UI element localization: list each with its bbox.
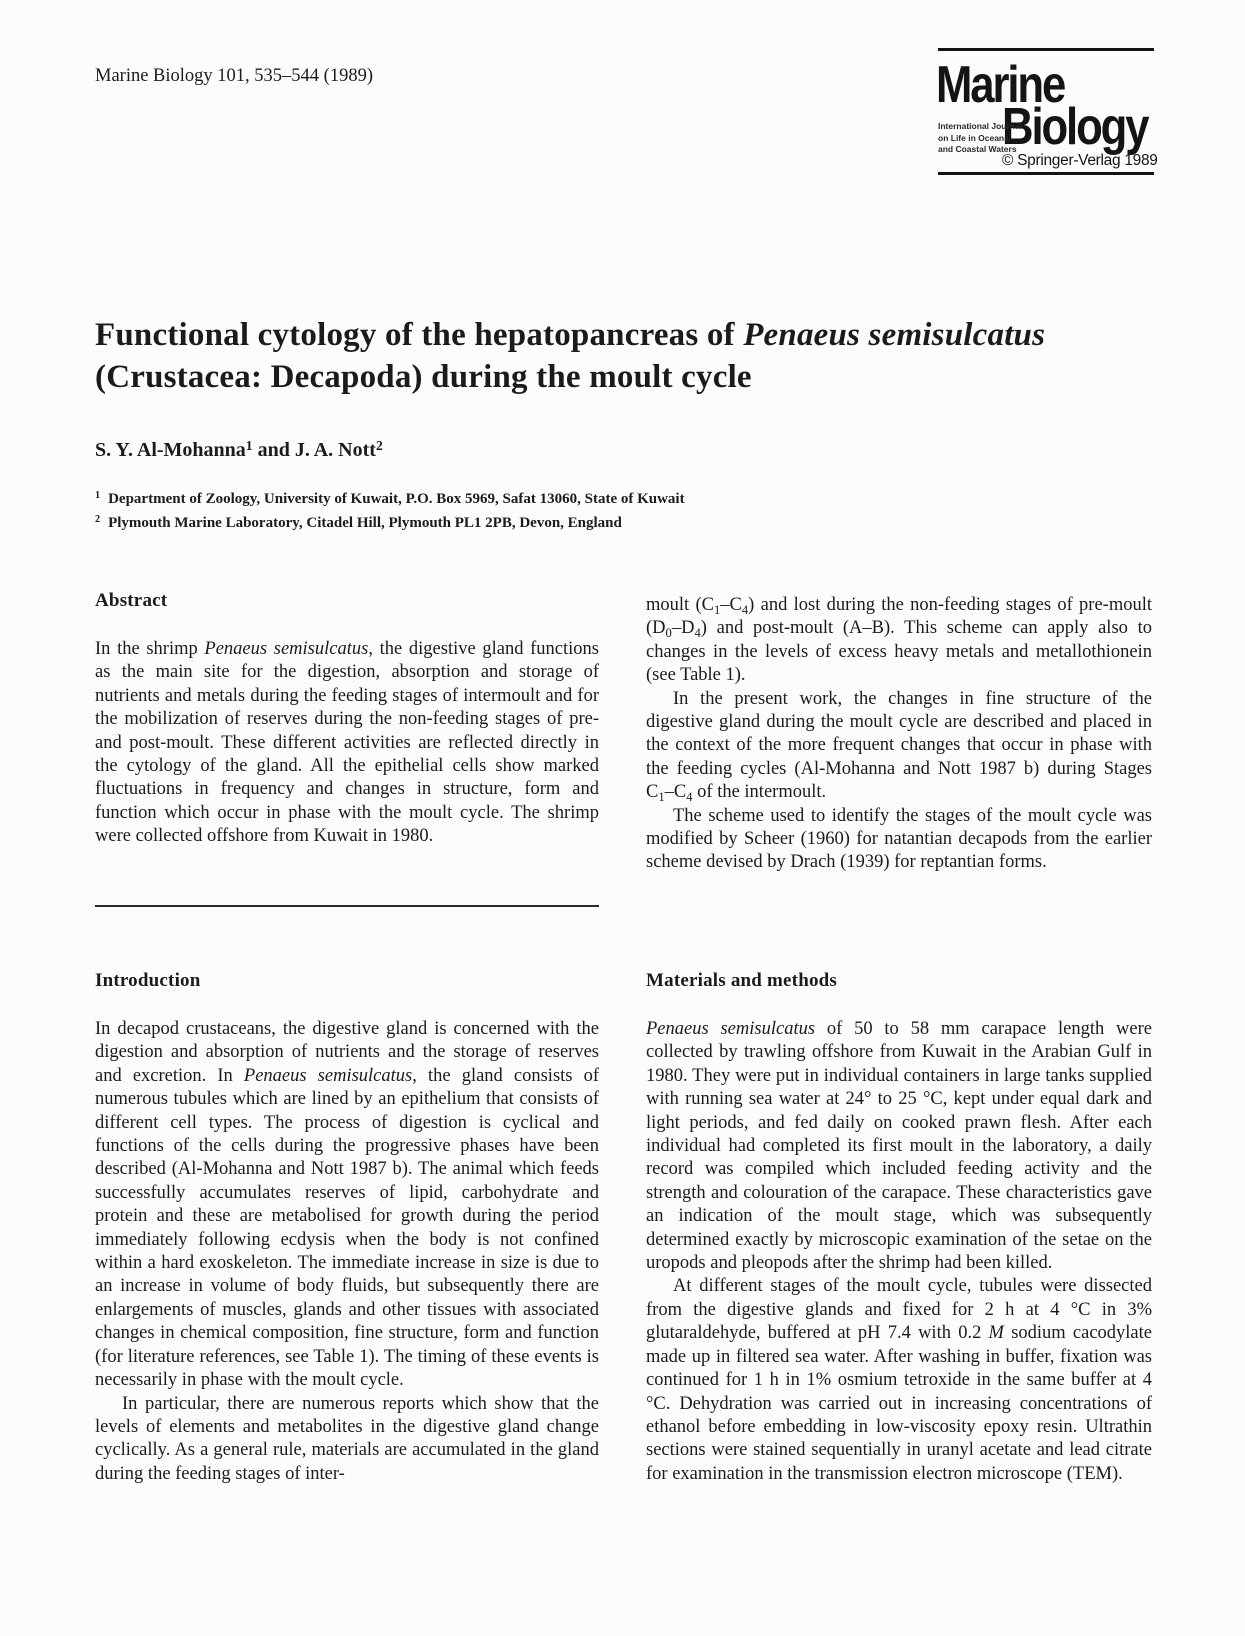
abstract-section	[95, 590, 599, 849]
logo-copyright: © Springer-Verlag 1989	[1002, 152, 1158, 169]
introduction-section	[95, 970, 599, 1486]
logo-tagline	[938, 121, 1022, 156]
affiliation-1: $^1$ Department of Zoology, University of Kuwait, P.O. Box 5969, Safat 13060, State of Kuwait	[95, 490, 685, 507]
logo-marine-wordmark: Marine	[936, 56, 1065, 114]
logo-tagline-line-2: on Life in Oceans	[938, 132, 1009, 143]
methods-paragraph-1: Penaeus semisulcatus of 50 to 58 mm carapace length were collected by trawling offshore from Kuwait in the Arabian Gulf in 1980. They were put in individual containers in large tanks supplied with running sea water at 24° to 25 °C, kept under equal dark and light periods, and fed daily on cooked prawn flesh. After each individual had completed its first moult in the laboratory, a daily record was compiled which included feeding activity and the strength and colouration of the carapace. These characteristics gave an indication of the moult stage, which was subsequently determined exactly by microscopic examination of the setae on the uropods and pleopods after the shrimp had been killed.	[646, 1019, 1152, 1274]
logo-rule-top	[938, 48, 1154, 51]
abstract-continued-paragraph-2: In the present work, the changes in fine structure of the digestive gland during the moult cycle are described and placed in the context of the more frequent changes that occur in phase with the feeding cycles (Al-Mohanna and Nott 1987 b) during Stages $C_1-C_4$ of the intermoult.	[646, 688, 1152, 804]
authors-line: S. Y. Al-Mohanna$^1$ and J. A. Nott$^2$	[95, 437, 383, 461]
methods-section	[646, 970, 1152, 1486]
abstract-continued-column	[646, 590, 1152, 875]
introduction-paragraph-2: In particular, there are numerous reports which show that the levels of elements and metabolites in the digestive gland change cyclically. As a general rule, materials are accumulated in the gland during the feeding stages of inter-	[95, 1393, 599, 1484]
logo-biology-wordmark: Biology	[1002, 98, 1148, 156]
paper-title: Functional cytology of the hepatopancreas of Penaeus semisulcatus (Crustacea: Decapoda) during the moult cycle	[95, 317, 1046, 395]
logo-tagline-line-1: International Journal	[938, 121, 1023, 131]
introduction-paragraph-1: In decapod crustaceans, the digestive gland is concerned with the digestion and absorption of nutrients and the storage of reserves and excretion. In Penaeus semisulcatus, the gland consists of numerous tubules which are lined by an epithelium that consists of different cell types. The process of digestion is cyclical and functions of the cells during the progressive phases have been described (Al-Mohanna and Nott 1987 b). The animal which feeds successfully accumulates reserves of lipid, carbohydrate and protein and these are metabolised for growth during the period immediately following ecdysis when the body is not confined within a hard exoskeleton. The immediate increase in size is due to an increase in volume of body fluids, but subsequently there are enlargements of muscles, glands and other tissues with associated changes in chemical composition, fine structure, form and function (for literature references, see Table 1). The timing of these events is necessarily in phase with the moult cycle.	[95, 1019, 600, 1391]
abstract-paragraph: In the shrimp Penaeus semisulcatus, the digestive gland functions as the main site for the digestion, absorption and storage of nutrients and metals during the feeding stages of intermoult and for the mobilization of reserves during the non-feeding stages of pre- and post-moult. These different activities are reflected directly in the cytology of the gland. All the epithelial cells show marked fluctuations in frequency and changes in structure, form and function which occur in phase with the moult cycle. The shrimp were collected offshore from Kuwait in 1980.	[95, 639, 599, 847]
affiliations	[95, 487, 685, 535]
journal-reference: Marine Biology 101, 535–544 (1989)	[95, 66, 373, 86]
methods-heading: Materials and methods	[646, 970, 838, 991]
abstract-heading: Abstract	[95, 590, 168, 611]
logo-rule-bottom	[938, 172, 1154, 175]
logo-tagline-line-3: and Coastal Waters	[938, 144, 1017, 154]
affiliation-2: $^2$ Plymouth Marine Laboratory, Citadel Hill, Plymouth PL1 2PB, Devon, England	[95, 514, 622, 531]
methods-paragraph-2: At different stages of the moult cycle, tubules were dissected from the digestive glands and fixed for 2 h at 4 °C in 3% glutaraldehyde, buffered at pH 7.4 with 0.2 M sodium cacodylate made up in filtered sea water. After washing in buffer, fixation was continued for 1 h in 1% osmium tetroxide in the same buffer at 4 °C. Dehydration was carried out in increasing concentrations of ethanol before embedding in low-viscosity epoxy resin. Ultrathin sections were stained sequentially in uranyl acetate and lead citrate for examination in the transmission electron microscope (TEM).	[646, 1276, 1152, 1484]
abstract-continued-paragraph-3: The scheme used to identify the stages of the moult cycle was modified by Scheer (1960) for natantian decapods from the earlier scheme devised by Drach (1939) for reptantian forms.	[646, 805, 1152, 873]
abstract-continued-paragraph-1: moult $(C_1-C_4)$ and lost during the non-feeding stages of pre-moult $(D_0-D_4)$ and post-moult (A–B). This scheme can apply also to changes in the levels of excess heavy metals and metallothionein (see Table 1).	[646, 595, 1152, 686]
abstract-divider-rule	[95, 905, 599, 907]
introduction-heading: Introduction	[95, 970, 201, 991]
marine-biology-logo	[936, 48, 1158, 175]
